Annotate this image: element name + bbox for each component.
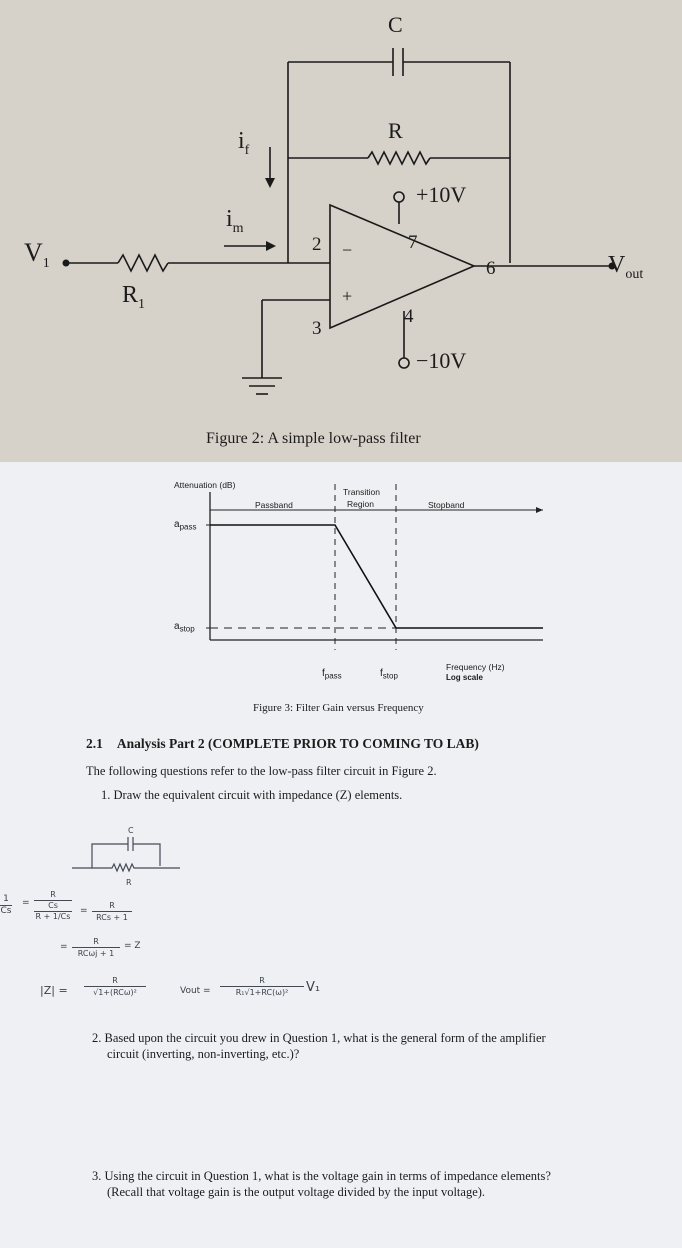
supply-pos-terminal	[394, 192, 404, 202]
chart-region-transition-line2: Region	[347, 499, 374, 509]
hw-eq-2: =	[80, 906, 88, 916]
hw-lhs-fraction: 1 Cs	[0, 894, 12, 916]
hw-equals-z: = Z	[124, 941, 141, 951]
chart-xtick-fpass: $f_{pass}$	[322, 668, 342, 681]
hw-eq-3: =	[60, 942, 68, 952]
opamp-triangle	[330, 205, 474, 328]
hw-vout-fraction: R R₁√1+RC(ω)²	[220, 975, 304, 998]
input-resistor-zigzag	[118, 255, 168, 271]
section-intro: The following questions refer to the low-pass filter circuit in Figure 2.	[86, 764, 437, 778]
pin-output-label: 6	[486, 258, 496, 279]
chart-xtick-fstop: $f_{stop}$	[380, 668, 398, 681]
input-voltage-label: $V_1$	[24, 238, 50, 272]
hw-eq-1: =	[22, 898, 30, 908]
section-number: 2.1	[86, 736, 103, 751]
im-arrow-head	[266, 241, 276, 251]
hw-vout-tail: V₁	[306, 980, 321, 995]
handwritten-sketch	[70, 830, 190, 880]
feedback-resistor-zigzag	[368, 152, 430, 164]
input-current-label: $i_m$	[226, 206, 244, 236]
question-2-line1: 2. Based upon the circuit you drew in Question 1, what is the general form of the amplifier	[92, 1031, 546, 1045]
sketch-resistor-label: R	[126, 878, 132, 887]
question-2-line2: circuit (inverting, non-inverting, etc.)?	[107, 1047, 300, 1061]
sketch-capacitor-label: C	[128, 826, 134, 835]
chart-region-arrowhead	[536, 507, 543, 513]
pin-vplus-label: 7	[408, 232, 418, 253]
section-title: Analysis Part 2 (COMPLETE PRIOR TO COMING TO LAB)	[116, 736, 479, 751]
hw-fraction-3: R RCωj + 1	[72, 936, 120, 959]
chart-x-scale-note: Log scale	[446, 673, 483, 682]
chart-region-stopband: Stopband	[428, 500, 465, 510]
hw-fraction-2: R RCs + 1	[92, 900, 132, 923]
inverting-sign: −	[342, 240, 353, 260]
output-voltage-label: $V_{out}$	[608, 252, 644, 282]
capacitor-label: C	[388, 12, 403, 37]
circuit-schematic	[0, 0, 682, 462]
filter-gain-chart	[0, 462, 682, 722]
pin-inverting-label: 2	[312, 234, 322, 255]
chart-x-axis-label: Frequency (Hz)	[446, 662, 505, 672]
noninverting-sign: +	[342, 286, 353, 306]
chart-region-passband: Passband	[255, 500, 293, 510]
input-terminal	[63, 260, 70, 267]
supply-neg-terminal	[399, 358, 409, 368]
circuit-figure-panel	[0, 0, 682, 462]
input-resistor-label: $R_1$	[122, 282, 146, 312]
supply-negative-label: −10V	[416, 348, 467, 373]
chart-y-axis-label: Attenuation (dB)	[174, 480, 236, 490]
chart-ytick-apass: $a_{pass}$	[174, 519, 197, 532]
if-arrow-head	[265, 178, 275, 188]
question-3-line1: 3. Using the circuit in Question 1, what is the voltage gain in terms of impedance elements?	[92, 1169, 551, 1183]
question-3-line2: (Recall that voltage gain is the output voltage divided by the input voltage).	[107, 1185, 486, 1199]
hw-abs-z: |Z| =	[40, 984, 68, 997]
section-heading	[86, 736, 479, 752]
feedback-resistor-label: R	[388, 118, 403, 143]
pin-noninverting-label: 3	[312, 318, 322, 339]
supply-positive-label: +10V	[416, 182, 467, 207]
chart-region-transition-line1: Transition	[343, 487, 381, 497]
figure-3-caption: Figure 3: Filter Gain versus Frequency	[253, 702, 424, 714]
question-1: 1. Draw the equivalent circuit with impedance (Z) elements.	[101, 788, 403, 802]
hw-abs-z-fraction: R √1+(RCω)²	[84, 975, 146, 998]
chart-ytick-astop: $a_{stop}$	[174, 621, 195, 634]
pin-vminus-label: 4	[404, 306, 414, 327]
chart-series-response	[210, 525, 543, 628]
figure-2-caption: Figure 2: A simple low-pass filter	[206, 430, 421, 447]
hw-fraction-1: R Cs R + 1/Cs	[35, 890, 71, 921]
feedback-current-label: $i_f$	[238, 128, 250, 158]
hw-vout-lhs: Vout =	[180, 986, 211, 996]
